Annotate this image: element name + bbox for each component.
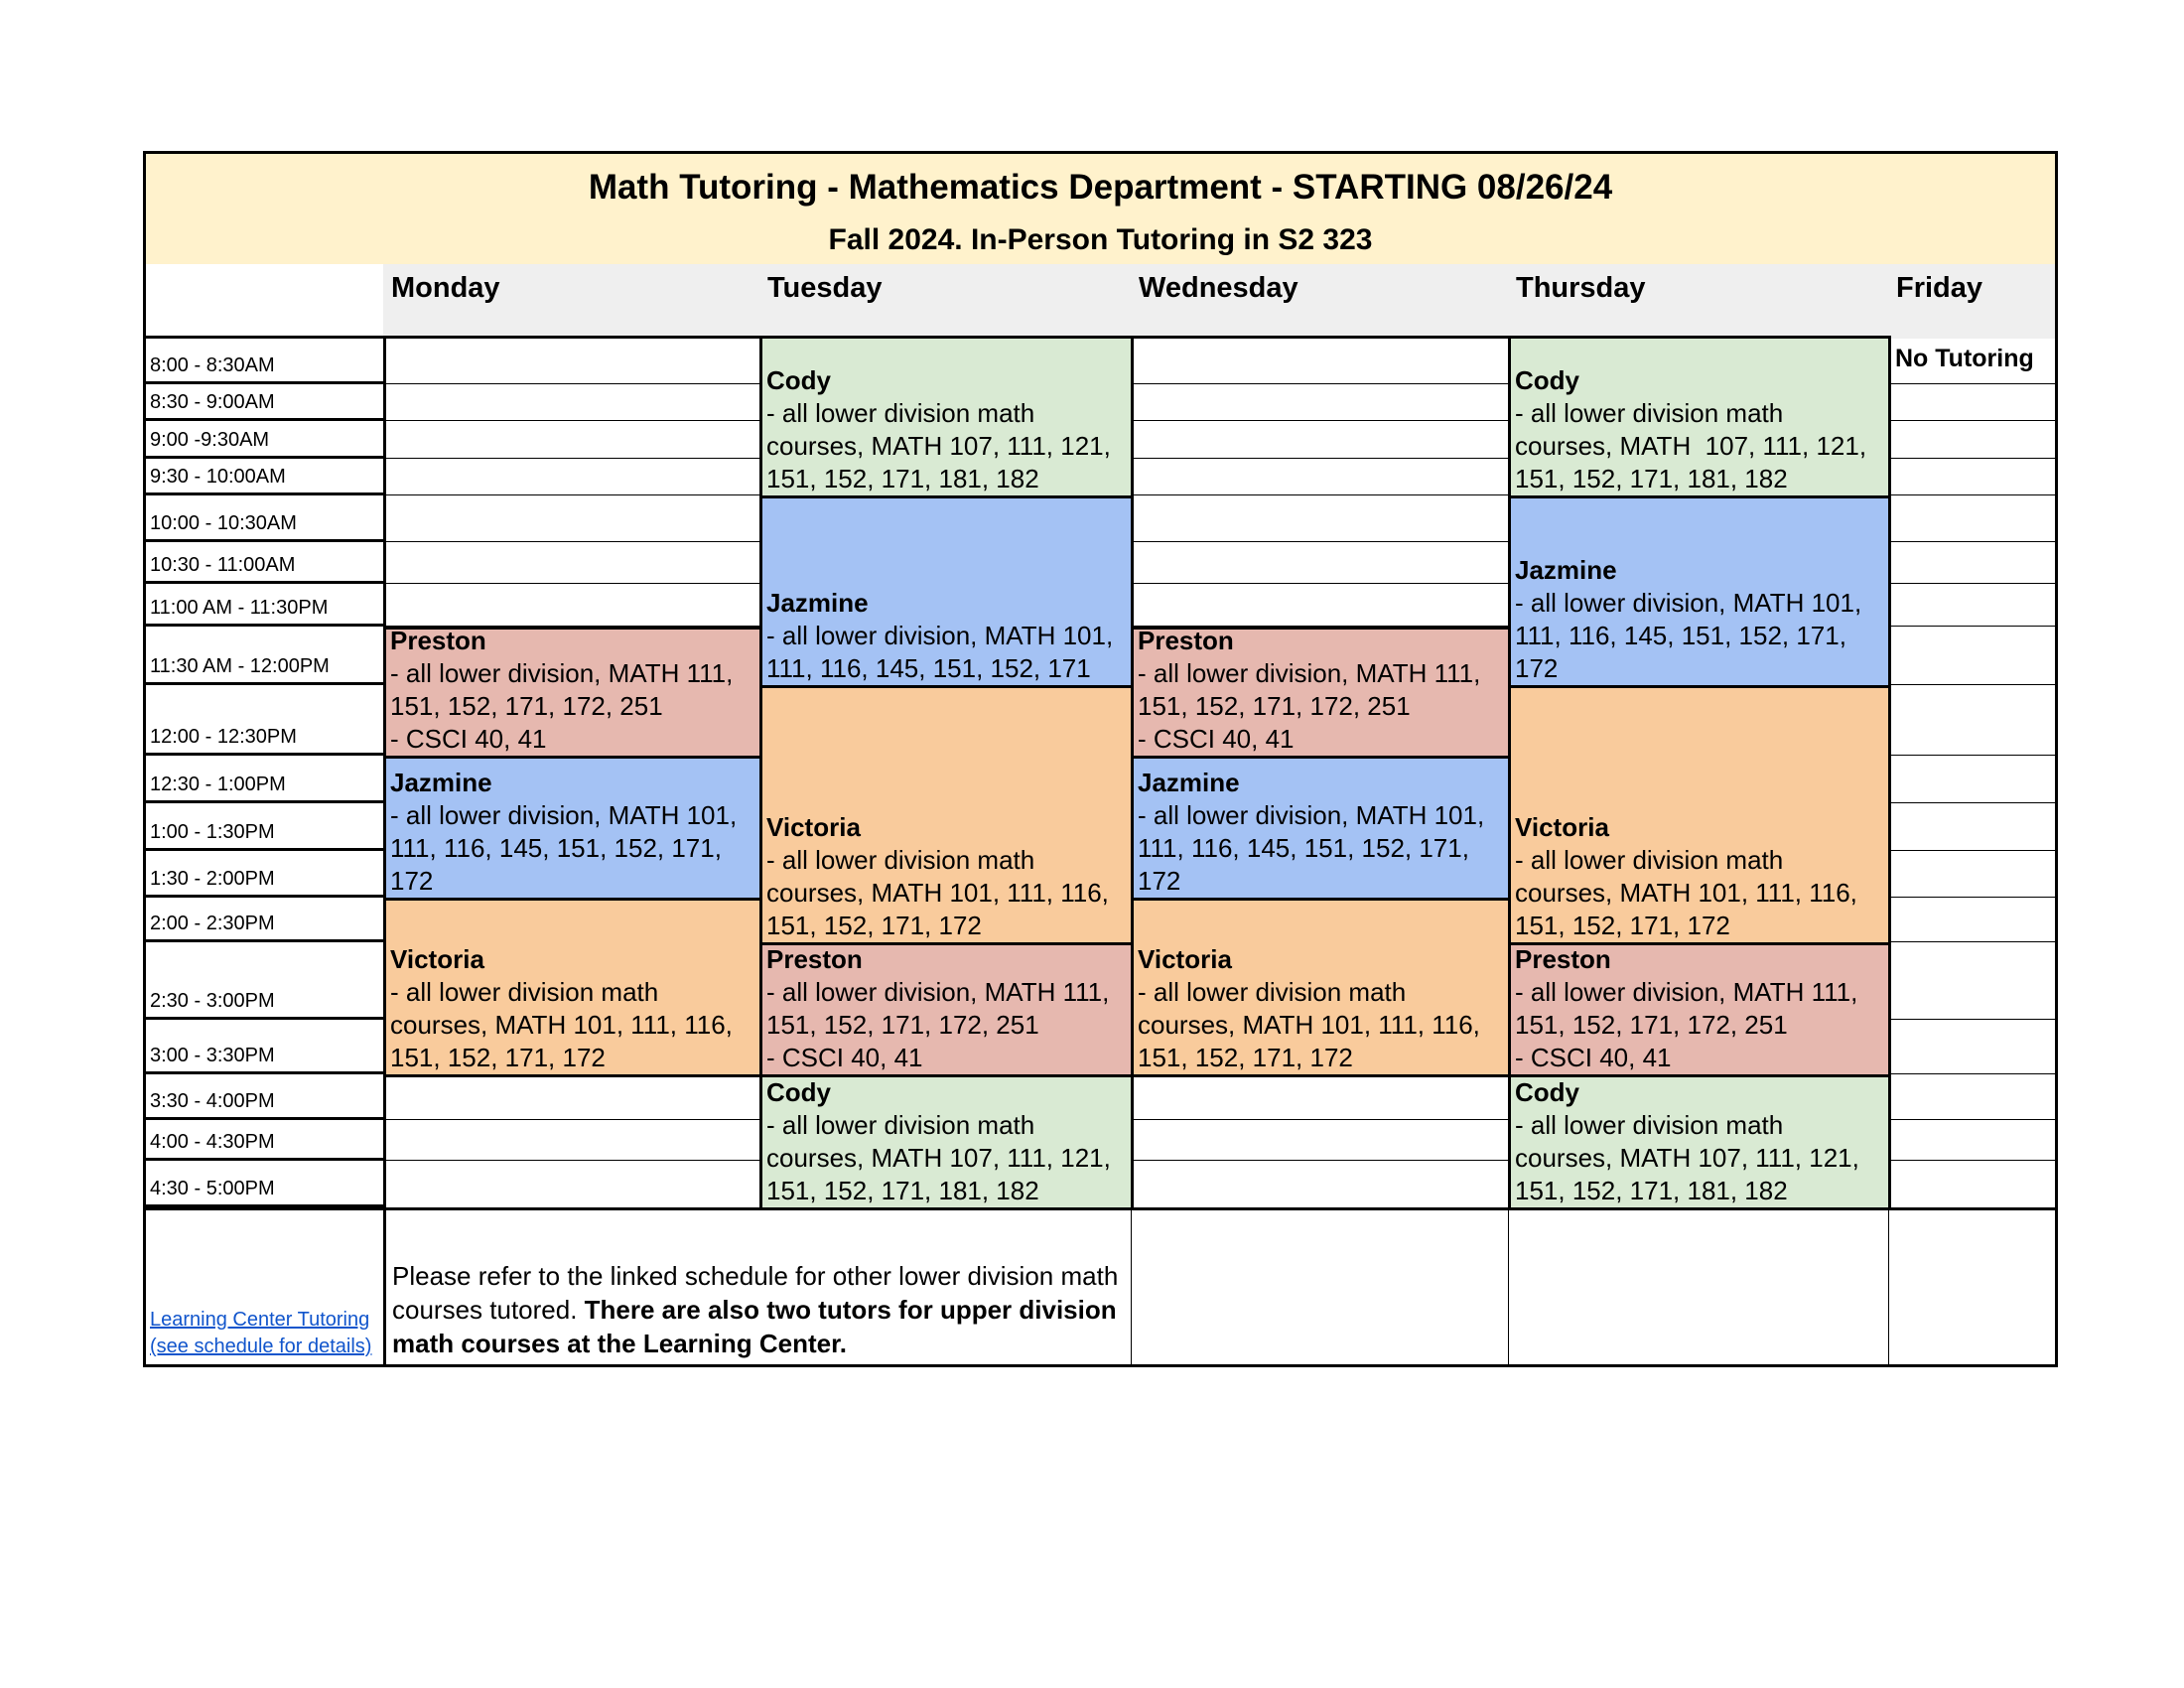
tutor-block-jazmine-monday — [383, 756, 762, 901]
day-header-friday: Friday — [1888, 264, 2055, 339]
tutor-block-jazmine-tuesday — [759, 495, 1134, 688]
tutor-name: Cody — [766, 1077, 831, 1107]
time-slot: 8:00 - 8:30AM — [146, 339, 386, 384]
tutor-name: Jazmine — [1138, 768, 1240, 797]
tutor-block-preston-tuesday — [759, 942, 1134, 1077]
tutor-courses-csci: - CSCI 40, 41 — [1515, 1043, 1672, 1072]
tutor-name: Preston — [1138, 627, 1234, 655]
tutor-block-cody-thursday-am — [1508, 336, 1891, 498]
time-slot: 10:30 - 11:00AM — [146, 542, 386, 584]
time-slot: 4:00 - 4:30PM — [146, 1120, 386, 1161]
tutor-block-victoria-wednesday — [1131, 898, 1511, 1077]
tutor-name: Preston — [1515, 944, 1611, 974]
tutor-courses: - all lower division math courses, MATH 101, 111, 116, 151, 152, 171, 172 — [390, 977, 733, 1072]
tutor-courses: - all lower division, MATH 111, 151, 152, 171, 172, 251 — [1515, 977, 1858, 1040]
footer-divider — [1508, 1207, 1509, 1364]
tutor-courses: - all lower division, MATH 111, 151, 152, 171, 172, 251 — [766, 977, 1110, 1040]
tutor-block-preston-thursday — [1508, 942, 1891, 1077]
tutor-name: Cody — [1515, 365, 1579, 395]
time-slot: 1:00 - 1:30PM — [146, 803, 386, 851]
page-subtitle: Fall 2024. In-Person Tutoring in S2 323 — [828, 223, 1373, 256]
tutor-block-victoria-thursday — [1508, 685, 1891, 945]
tutor-name: Cody — [766, 365, 831, 395]
tutor-courses: - all lower division math courses, MATH 107, 111, 121, 151, 152, 171, 181, 182 — [766, 1110, 1111, 1205]
title-band — [146, 154, 2055, 264]
time-slot: 11:00 AM - 11:30PM — [146, 584, 386, 627]
tutoring-schedule-table — [143, 151, 2058, 1367]
column-divider — [1888, 336, 1891, 1210]
friday-no-tutoring: No Tutoring — [1891, 339, 2055, 383]
time-slot: 12:00 - 12:30PM — [146, 685, 386, 756]
tutor-block-cody-tuesday-am — [759, 336, 1134, 498]
time-slot: 9:00 -9:30AM — [146, 421, 386, 459]
tutor-block-preston-wednesday — [1131, 627, 1511, 759]
tutor-courses-csci: - CSCI 40, 41 — [766, 1043, 923, 1072]
time-slot: 10:00 - 10:30AM — [146, 495, 386, 542]
footer-note — [386, 1210, 1131, 1364]
tutor-courses: - all lower division math courses, MATH 101, 111, 116, 151, 152, 171, 172 — [1515, 845, 1857, 940]
tutor-block-jazmine-thursday — [1508, 495, 1891, 688]
tutor-courses: - all lower division math courses, MATH 101, 111, 116, 151, 152, 171, 172 — [766, 845, 1109, 940]
tutor-name: Jazmine — [766, 588, 869, 618]
day-header-wednesday: Wednesday — [1131, 264, 1508, 339]
tutor-courses: - all lower division, MATH 101, 111, 116, 145, 151, 152, 171 — [766, 621, 1114, 683]
tutor-name: Victoria — [1138, 944, 1232, 974]
time-slot: 2:30 - 3:00PM — [146, 942, 386, 1020]
tutor-name: Cody — [1515, 1077, 1579, 1107]
tutor-courses: - all lower division, MATH 111, 151, 152, 171, 172, 251 — [390, 658, 734, 721]
tutor-name: Victoria — [390, 944, 484, 974]
time-slot: 12:30 - 1:00PM — [146, 756, 386, 803]
header-corner — [146, 264, 383, 339]
footer-note-bold: There are also two tutors for upper division math courses at the Learning Center. — [392, 1295, 1117, 1358]
page-title: Math Tutoring - Mathematics Department - STARTING 08/26/24 — [588, 168, 1613, 207]
tutor-name: Jazmine — [1515, 555, 1617, 585]
footer-divider — [1131, 1207, 1132, 1364]
tutor-courses-csci: - CSCI 40, 41 — [1138, 724, 1295, 754]
tutor-name: Preston — [390, 627, 486, 655]
tutor-block-preston-monday — [383, 627, 762, 759]
tutor-courses: - all lower division, MATH 101, 111, 116, 145, 151, 152, 171, 172 — [390, 800, 738, 896]
tutor-name: Jazmine — [390, 768, 492, 797]
tutor-courses: - all lower division, MATH 101, 111, 116, 145, 151, 152, 171, 172 — [1515, 588, 1862, 683]
tutor-name: Victoria — [766, 812, 861, 842]
time-slot: 11:30 AM - 12:00PM — [146, 627, 386, 685]
tutor-courses: - all lower division math courses, MATH 107, 111, 121, 151, 152, 171, 181, 182 — [766, 398, 1111, 493]
tutor-block-victoria-monday — [383, 898, 762, 1077]
time-slot: 9:30 - 10:00AM — [146, 459, 386, 495]
day-header-thursday: Thursday — [1508, 264, 1888, 339]
tutor-name: Victoria — [1515, 812, 1609, 842]
tutor-block-jazmine-wednesday — [1131, 756, 1511, 901]
tutor-courses-csci: - CSCI 40, 41 — [390, 724, 547, 754]
tutor-block-cody-thursday-pm — [1508, 1074, 1891, 1210]
tutor-courses: - all lower division math courses, MATH 107, 111, 121, 151, 152, 171, 181, 182 — [1515, 1110, 1859, 1205]
tutor-courses: - all lower division, MATH 101, 111, 116, 145, 151, 152, 171, 172 — [1138, 800, 1485, 896]
time-slot: 1:30 - 2:00PM — [146, 851, 386, 898]
time-slot: 3:00 - 3:30PM — [146, 1020, 386, 1074]
time-slot: 4:30 - 5:00PM — [146, 1161, 386, 1207]
tutor-name: Preston — [766, 944, 863, 974]
tutor-courses: - all lower division math courses, MATH 107, 111, 121, 151, 152, 171, 181, 182 — [1515, 398, 1874, 493]
tutor-courses: - all lower division, MATH 111, 151, 152, 171, 172, 251 — [1138, 658, 1481, 721]
tutor-courses: - all lower division math courses, MATH 101, 111, 116, 151, 152, 171, 172 — [1138, 977, 1480, 1072]
day-header-monday: Monday — [383, 264, 759, 339]
time-slot: 3:30 - 4:00PM — [146, 1074, 386, 1120]
learning-center-link[interactable]: Learning Center Tutoring (see schedule for details) — [150, 1309, 372, 1357]
footer-note-regular: Please refer to the linked schedule for other lower division math courses tutored. — [392, 1261, 1119, 1325]
footer-divider — [1888, 1207, 1889, 1364]
time-slot: 2:00 - 2:30PM — [146, 898, 386, 942]
tutor-block-victoria-tuesday — [759, 685, 1134, 945]
day-header-tuesday: Tuesday — [759, 264, 1131, 339]
tutor-block-cody-tuesday-pm — [759, 1074, 1134, 1210]
time-slot: 8:30 - 9:00AM — [146, 384, 386, 421]
